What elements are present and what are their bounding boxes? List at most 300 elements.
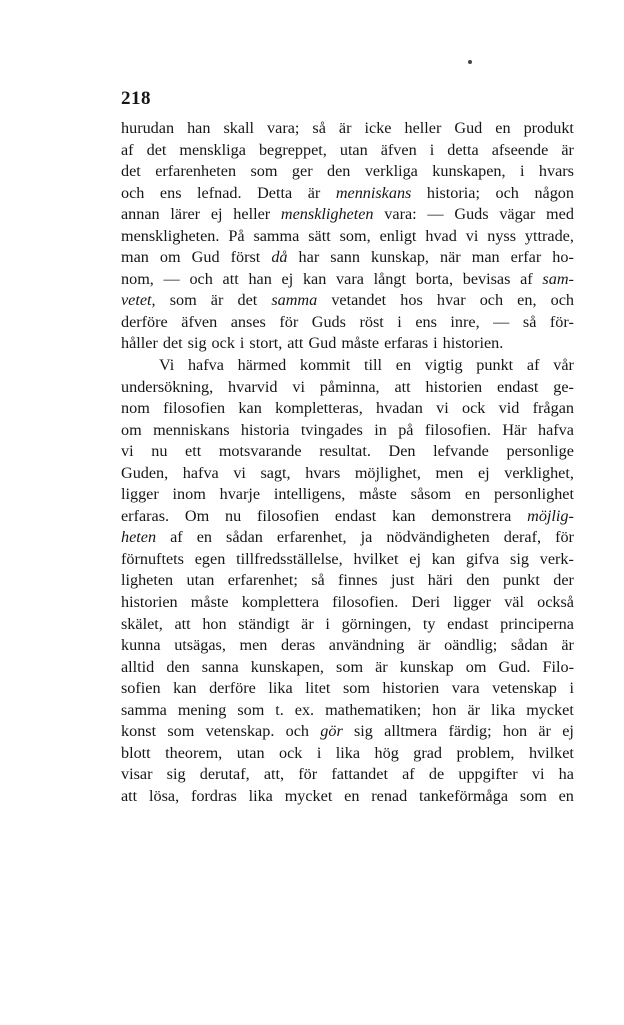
word: att, bbox=[263, 765, 285, 784]
word: kunna bbox=[121, 636, 161, 655]
word: är bbox=[417, 636, 431, 655]
word: vigtig bbox=[424, 356, 463, 375]
text-line bbox=[121, 764, 574, 786]
word: kompletteras, bbox=[275, 399, 363, 418]
word: görningen, bbox=[341, 614, 412, 633]
word: detta bbox=[447, 140, 479, 159]
text-line bbox=[121, 614, 574, 636]
word: af bbox=[526, 356, 540, 375]
word: i bbox=[519, 162, 525, 181]
word: det bbox=[146, 140, 167, 159]
word: den bbox=[327, 162, 351, 181]
word: Här bbox=[502, 420, 527, 439]
word: är bbox=[538, 722, 551, 741]
word: ty bbox=[422, 614, 436, 633]
word: icke bbox=[364, 119, 392, 137]
word: och bbox=[479, 291, 504, 310]
word: men bbox=[435, 463, 464, 482]
word: håller bbox=[121, 334, 158, 353]
word: en bbox=[495, 119, 511, 137]
word: nu bbox=[225, 506, 242, 525]
word: intelligens, bbox=[273, 485, 346, 504]
word: litet bbox=[305, 679, 331, 698]
word: och bbox=[121, 183, 145, 202]
word: begreppet, bbox=[258, 140, 327, 159]
word: om bbox=[159, 248, 181, 267]
word: problem, bbox=[456, 743, 515, 762]
word: som bbox=[250, 162, 278, 181]
word: som bbox=[336, 657, 364, 676]
word: han bbox=[248, 269, 272, 288]
text-line bbox=[121, 183, 574, 205]
text-line bbox=[121, 592, 574, 614]
word: af bbox=[121, 140, 134, 159]
word: historien. bbox=[442, 334, 504, 353]
word: på bbox=[398, 420, 414, 439]
word: en bbox=[464, 485, 481, 504]
text-line bbox=[121, 312, 574, 334]
word: samma bbox=[121, 700, 167, 719]
word: måste bbox=[190, 593, 229, 612]
word: erfarenhet; bbox=[227, 571, 298, 590]
text-line bbox=[121, 786, 574, 808]
word: tillfredsställelse, bbox=[236, 549, 343, 568]
word: vägar bbox=[499, 205, 536, 224]
text-line bbox=[121, 527, 574, 549]
word: måste bbox=[359, 485, 397, 504]
word: vi bbox=[292, 377, 305, 396]
word: kan bbox=[238, 399, 262, 418]
word: produkt bbox=[523, 119, 574, 137]
italic-word: då bbox=[271, 248, 288, 267]
word: ej bbox=[210, 205, 223, 224]
word: om bbox=[121, 420, 142, 439]
word: erfaras bbox=[384, 334, 429, 353]
word: kunskapen, bbox=[432, 162, 506, 181]
word: äfven bbox=[181, 312, 218, 331]
word: för bbox=[298, 765, 318, 784]
word: Om bbox=[184, 506, 210, 525]
word: Guds bbox=[311, 312, 346, 331]
word: hvadan bbox=[376, 399, 423, 418]
word: de bbox=[428, 765, 445, 784]
text-line bbox=[121, 226, 574, 248]
word: i bbox=[239, 334, 245, 353]
text-line bbox=[121, 377, 574, 399]
word: mycket bbox=[526, 700, 574, 719]
word: någon bbox=[534, 183, 574, 202]
word: hafva bbox=[187, 356, 224, 375]
word: lika bbox=[490, 700, 516, 719]
italic-word: möjlig- bbox=[527, 506, 574, 525]
word: ligheten bbox=[121, 571, 174, 590]
word: t. bbox=[275, 700, 284, 719]
word: lika bbox=[335, 743, 361, 762]
word: utan bbox=[339, 140, 368, 159]
word: verklighet, bbox=[504, 463, 574, 482]
text-line bbox=[121, 290, 574, 312]
word: vi bbox=[121, 442, 134, 461]
text-line bbox=[121, 570, 574, 592]
word: och bbox=[495, 183, 519, 202]
word: är bbox=[375, 657, 388, 676]
word: för bbox=[555, 528, 574, 547]
word: frågan bbox=[532, 399, 574, 418]
word: ej bbox=[281, 269, 294, 288]
word: med bbox=[546, 205, 574, 224]
word: ock bbox=[211, 334, 235, 353]
word: hurudan bbox=[121, 119, 175, 137]
word: vara; bbox=[267, 119, 300, 137]
word: vi bbox=[531, 765, 545, 784]
word: härmed bbox=[237, 356, 287, 375]
word: lösa, bbox=[149, 786, 180, 805]
word: kunskapen, bbox=[250, 657, 324, 676]
word: som bbox=[237, 700, 265, 719]
text-line bbox=[121, 118, 574, 140]
word: Guds bbox=[454, 205, 489, 224]
word: komplettera bbox=[241, 593, 320, 612]
word: derutaf, bbox=[199, 765, 250, 784]
word: af bbox=[520, 269, 533, 288]
word: endast bbox=[497, 377, 539, 396]
word: — bbox=[493, 312, 510, 331]
word: hvars bbox=[305, 463, 341, 482]
word: uppgifter bbox=[458, 765, 518, 784]
word: en bbox=[558, 786, 574, 805]
word: heller bbox=[404, 119, 442, 137]
word: hvar bbox=[436, 291, 466, 310]
word: som bbox=[519, 786, 547, 805]
word: mening bbox=[177, 700, 227, 719]
word: ej bbox=[409, 549, 421, 568]
word: att bbox=[287, 334, 304, 353]
word: menskligheten. bbox=[121, 226, 220, 245]
word: en, bbox=[517, 291, 537, 310]
word: derföre bbox=[209, 679, 256, 698]
word: sann bbox=[330, 248, 360, 267]
text-line bbox=[121, 743, 574, 765]
word: sofien bbox=[121, 679, 161, 698]
italic-word: sam- bbox=[542, 269, 574, 288]
word: vetenskap. bbox=[205, 722, 275, 741]
word: i bbox=[569, 679, 574, 698]
word: ens bbox=[415, 312, 437, 331]
word: till bbox=[364, 356, 383, 375]
italic-word: samma bbox=[271, 291, 318, 310]
word: skälet, bbox=[121, 614, 163, 633]
word: så bbox=[311, 571, 325, 590]
word: som bbox=[169, 291, 197, 310]
body-text bbox=[121, 118, 574, 808]
word: deraf, bbox=[503, 528, 542, 547]
word: vara bbox=[451, 679, 480, 698]
word: att bbox=[121, 786, 138, 805]
word: om bbox=[465, 657, 487, 676]
word: Detta bbox=[257, 183, 293, 202]
word: — bbox=[427, 205, 444, 224]
word: hvilket bbox=[353, 549, 399, 568]
word: Gud bbox=[191, 248, 220, 267]
word: annan bbox=[121, 205, 160, 224]
word: långt bbox=[373, 269, 406, 288]
word: den bbox=[466, 571, 490, 590]
word: som bbox=[342, 679, 370, 698]
word: hvarvid bbox=[228, 377, 278, 396]
text-line bbox=[121, 657, 574, 679]
word: att bbox=[174, 614, 191, 633]
word: vår bbox=[553, 356, 574, 375]
word: en bbox=[395, 356, 412, 375]
word: utan bbox=[186, 571, 215, 590]
word: ger bbox=[291, 162, 313, 181]
word: nu bbox=[151, 442, 168, 461]
word: vid bbox=[498, 399, 520, 418]
word: hon bbox=[202, 614, 227, 633]
word: hon bbox=[502, 722, 528, 741]
word: röst bbox=[359, 312, 384, 331]
word: der bbox=[553, 571, 574, 590]
word: in bbox=[374, 420, 387, 439]
word: som, bbox=[339, 226, 371, 245]
word: i bbox=[316, 743, 322, 762]
word: nyss bbox=[487, 226, 517, 245]
word: vara bbox=[336, 269, 364, 288]
word: erfarenhet, bbox=[276, 528, 347, 547]
word: kan bbox=[173, 679, 197, 698]
word: ho- bbox=[552, 248, 574, 267]
word: väl bbox=[504, 593, 524, 612]
word: — bbox=[163, 269, 180, 288]
word: finnes bbox=[338, 571, 378, 590]
word: när bbox=[440, 248, 461, 267]
word: filosofien. bbox=[332, 593, 399, 612]
text-line bbox=[121, 700, 574, 722]
word: ex. bbox=[294, 700, 315, 719]
word: endast bbox=[334, 506, 377, 525]
word: ligger bbox=[121, 485, 159, 504]
word: historia bbox=[240, 420, 290, 439]
word: erfar bbox=[510, 248, 542, 267]
word: möjlighet, bbox=[354, 463, 421, 482]
word: heller bbox=[233, 205, 271, 224]
italic-word: gör bbox=[320, 722, 343, 741]
word: filosofien bbox=[163, 399, 226, 418]
word: hon bbox=[432, 700, 457, 719]
word: först bbox=[230, 248, 261, 267]
word: utan bbox=[236, 743, 265, 762]
word: inom bbox=[172, 485, 206, 504]
text-line bbox=[121, 635, 574, 657]
word: erfaras. bbox=[121, 506, 170, 525]
word: nom, bbox=[121, 269, 154, 288]
text-line bbox=[121, 484, 574, 506]
word: hvilket bbox=[528, 743, 574, 762]
word: en bbox=[344, 786, 360, 805]
word: så bbox=[312, 119, 326, 137]
word: kunskap bbox=[399, 657, 454, 676]
word: och bbox=[550, 291, 574, 310]
word: sanna bbox=[201, 657, 239, 676]
word: enligt bbox=[379, 226, 417, 245]
word: menskliga bbox=[179, 140, 246, 159]
word: och bbox=[285, 722, 309, 741]
word: sig bbox=[187, 334, 207, 353]
word: hög bbox=[374, 743, 399, 762]
italic-word: menniskans bbox=[335, 183, 412, 202]
text-line bbox=[121, 506, 574, 528]
word: ligger bbox=[453, 593, 492, 612]
word: ock bbox=[279, 743, 303, 762]
word: samma bbox=[253, 226, 300, 245]
word: yttrade, bbox=[524, 226, 574, 245]
word: sig bbox=[354, 722, 373, 741]
word: historia; bbox=[426, 183, 480, 202]
word: ej bbox=[477, 463, 490, 482]
word: är bbox=[561, 636, 574, 655]
word: ja bbox=[360, 528, 373, 547]
word: sådan bbox=[226, 528, 263, 547]
word: renad bbox=[371, 786, 408, 805]
text-line bbox=[121, 333, 574, 355]
word: sätt bbox=[308, 226, 331, 245]
word: visar bbox=[121, 765, 153, 784]
word: Den bbox=[388, 442, 416, 461]
word: blott bbox=[121, 743, 151, 762]
word: ge- bbox=[553, 377, 574, 396]
text-line bbox=[121, 204, 574, 226]
word: ens bbox=[159, 183, 182, 202]
word: undersökning, bbox=[121, 377, 214, 396]
word: personlige bbox=[506, 442, 574, 461]
word: färdig; bbox=[448, 722, 492, 741]
word: vetandet bbox=[331, 291, 387, 310]
word: mathematiken; bbox=[325, 700, 422, 719]
word: också bbox=[537, 593, 574, 612]
word: historien bbox=[425, 377, 483, 396]
word: kan bbox=[431, 549, 456, 568]
word: att bbox=[394, 377, 411, 396]
word: theorem, bbox=[165, 743, 223, 762]
word: sig bbox=[166, 765, 186, 784]
word: är bbox=[467, 700, 481, 719]
word: endast bbox=[447, 614, 489, 633]
word: måste bbox=[341, 334, 380, 353]
word: äfven bbox=[380, 140, 417, 159]
word: principerna bbox=[500, 614, 574, 633]
word: i bbox=[325, 614, 330, 633]
word: alltmera bbox=[384, 722, 438, 741]
word: hafva bbox=[537, 420, 574, 439]
word: personlighet bbox=[493, 485, 574, 504]
text-line bbox=[121, 549, 574, 571]
word: och bbox=[189, 269, 213, 288]
word: Deri bbox=[411, 593, 441, 612]
word: ock bbox=[461, 399, 486, 418]
text-line bbox=[121, 161, 574, 183]
word: hafva bbox=[182, 463, 219, 482]
word: Filo- bbox=[542, 657, 574, 676]
word: derföre bbox=[121, 312, 168, 331]
word: demonstrera bbox=[431, 506, 512, 525]
text-line bbox=[121, 678, 574, 700]
word: är bbox=[307, 183, 321, 202]
word: bevisas bbox=[462, 269, 511, 288]
word: kan bbox=[302, 269, 327, 288]
text-line bbox=[121, 420, 574, 442]
italic-word: heten bbox=[121, 528, 157, 547]
word: så bbox=[522, 312, 537, 331]
word: resultat. bbox=[319, 442, 371, 461]
word: af bbox=[170, 528, 183, 547]
text-line bbox=[121, 441, 574, 463]
italic-word: vetet, bbox=[121, 291, 156, 310]
word: kan bbox=[392, 506, 416, 525]
word: lefvande bbox=[433, 442, 489, 461]
word: det bbox=[237, 291, 258, 310]
word: af bbox=[402, 765, 415, 784]
word: historien bbox=[382, 679, 440, 698]
word: lefnad. bbox=[197, 183, 242, 202]
word: användning bbox=[328, 636, 405, 655]
word: stort, bbox=[249, 334, 283, 353]
word: Vi bbox=[159, 356, 175, 375]
word: erfarenheten bbox=[155, 162, 237, 181]
text-line bbox=[121, 140, 574, 162]
word: man bbox=[471, 248, 500, 267]
word: tankeförmåga bbox=[419, 786, 508, 805]
word: såsom bbox=[410, 485, 452, 504]
word: i bbox=[429, 140, 435, 159]
word: Guden, bbox=[121, 463, 169, 482]
word: Gud. bbox=[498, 657, 531, 676]
word: lika bbox=[268, 679, 293, 698]
word: är bbox=[561, 140, 574, 159]
word: kommit bbox=[299, 356, 351, 375]
word: vi bbox=[436, 399, 449, 418]
word: verkliga bbox=[364, 162, 418, 181]
word: egen bbox=[194, 549, 226, 568]
word: ett bbox=[185, 442, 202, 461]
word: nom bbox=[121, 399, 150, 418]
word: menniskans bbox=[153, 420, 230, 439]
word: man bbox=[121, 248, 149, 267]
word: hvad bbox=[425, 226, 457, 245]
word: i bbox=[433, 334, 438, 353]
word: vi bbox=[233, 463, 246, 482]
word: punkt bbox=[502, 571, 540, 590]
word: vetenskap bbox=[492, 679, 557, 698]
word: lärer bbox=[170, 205, 201, 224]
word: vara: bbox=[384, 205, 417, 224]
word: vi bbox=[465, 226, 479, 245]
word: att bbox=[222, 269, 239, 288]
word: motsvarande bbox=[218, 442, 302, 461]
word: han bbox=[187, 119, 211, 137]
word: sig bbox=[510, 549, 529, 568]
ink-speck bbox=[468, 60, 472, 64]
text-line bbox=[121, 463, 574, 485]
word: inre, bbox=[450, 312, 480, 331]
word: sådan bbox=[510, 636, 548, 655]
word: som bbox=[167, 722, 195, 741]
word: Gud bbox=[308, 334, 337, 353]
word: i bbox=[397, 312, 402, 331]
word: just bbox=[390, 571, 415, 590]
text-line bbox=[121, 269, 574, 291]
word: sagt, bbox=[260, 463, 291, 482]
word: filosofien bbox=[257, 506, 320, 525]
